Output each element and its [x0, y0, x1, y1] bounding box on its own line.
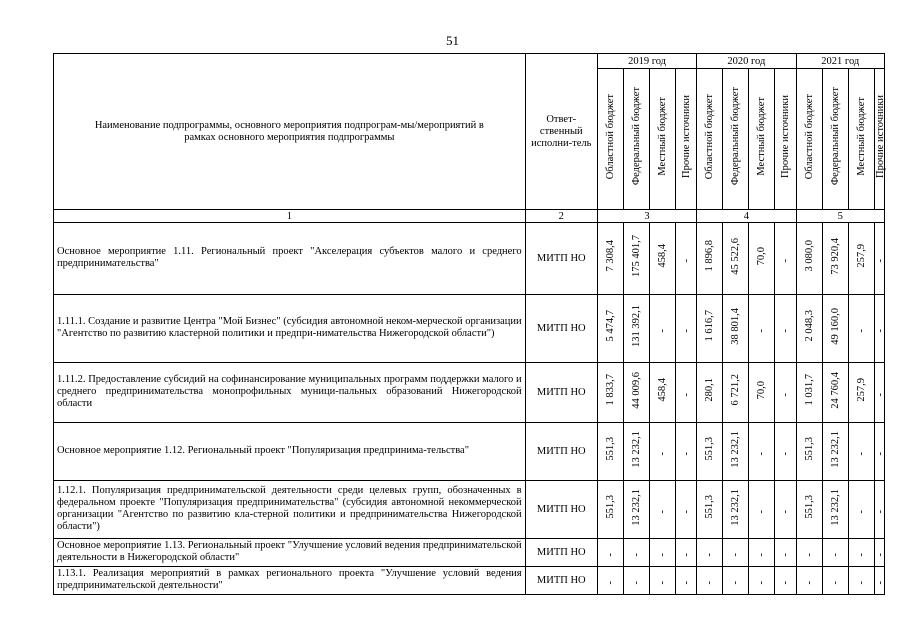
value-cell	[749, 295, 775, 363]
value-cell	[697, 295, 723, 363]
value-cell	[697, 423, 723, 481]
value-text: 1 616,7	[704, 310, 716, 342]
value-text: 49 160,0	[829, 307, 841, 345]
col-number-3: 3	[597, 210, 696, 223]
row-name: Основное мероприятие 1.12. Региональный проект "Популяризация предпринима-тельства"	[54, 423, 526, 481]
budget-header-cell	[848, 69, 874, 210]
value-cell	[676, 481, 697, 539]
row-executor: МИТП НО	[525, 567, 597, 595]
value-cell	[676, 423, 697, 481]
value-cell	[775, 223, 796, 295]
value-cell	[848, 223, 874, 295]
value-cell	[597, 295, 623, 363]
value-text: -	[874, 581, 886, 585]
column-number-row	[54, 210, 885, 223]
value-text: 551,3	[803, 437, 815, 461]
value-cell	[623, 481, 649, 539]
value-text: 131 392,1	[631, 305, 642, 347]
value-text: -	[874, 510, 886, 514]
value-text: -	[704, 553, 716, 557]
budget-header-label: Прочие источники	[874, 95, 886, 178]
value-cell	[623, 295, 649, 363]
value-text: -	[780, 553, 791, 557]
budget-header-cell	[874, 69, 884, 210]
value-cell	[848, 295, 874, 363]
budget-header-label: Областной бюджет	[803, 93, 815, 180]
value-cell	[775, 423, 796, 481]
row-name: 1.13.1. Реализация мероприятий в рамках регионального проекта "Улучшение условий ведения предпринимательской деятельности"	[54, 567, 526, 595]
value-cell	[796, 481, 822, 539]
row-name: 1.11.1. Создание и развитие Центра "Мой Бизнес" (субсидия автономной неком-мерческой организации "Агентство по развитию кластерной политики и предпри-нимательства Нижегородской области")	[54, 295, 526, 363]
header-year-2019: 2019 год	[597, 54, 696, 69]
value-text: -	[657, 510, 669, 514]
budget-header-cell	[796, 69, 822, 210]
row-executor: МИТП НО	[525, 223, 597, 295]
budget-header-label: Местный бюджет	[855, 97, 867, 176]
value-text: -	[657, 553, 669, 557]
value-cell	[676, 567, 697, 595]
table-body	[54, 223, 885, 595]
value-text: -	[829, 553, 841, 557]
col-number-5: 5	[796, 210, 884, 223]
value-cell	[796, 423, 822, 481]
value-text: -	[855, 581, 867, 585]
value-cell	[822, 363, 848, 423]
table-row	[54, 295, 885, 363]
value-text: -	[780, 510, 791, 514]
row-executor: МИТП НО	[525, 423, 597, 481]
budget-header-label: Местный бюджет	[756, 97, 768, 176]
value-text: -	[855, 510, 867, 514]
value-cell	[597, 223, 623, 295]
value-cell	[848, 363, 874, 423]
table-row	[54, 567, 885, 595]
budget-header-label: Прочие источники	[780, 95, 791, 178]
row-name: 1.11.2. Предоставление субсидий на софинансирование муниципальных программ поддержки малого и среднего предпринимательства монопрофильных муници-пальных образований Нижегородской области	[54, 363, 526, 423]
value-cell	[650, 539, 676, 567]
budget-header-label: Прочие источники	[680, 95, 692, 178]
value-cell	[874, 223, 884, 295]
value-text: -	[730, 553, 742, 557]
value-text: 280,1	[704, 378, 716, 402]
value-cell	[676, 223, 697, 295]
row-name: Основное мероприятие 1.11. Региональный проект "Акселерация субъектов малого и среднего предпринимательства"	[54, 223, 526, 295]
value-cell	[749, 567, 775, 595]
value-cell	[623, 423, 649, 481]
value-cell	[650, 295, 676, 363]
value-text: 73 920,4	[829, 237, 841, 275]
value-text: 458,4	[657, 244, 669, 268]
value-cell	[749, 363, 775, 423]
budget-header-label: Федеральный бюджет	[829, 87, 841, 186]
budget-table	[53, 53, 885, 595]
budget-header-cell	[623, 69, 649, 210]
value-text: 5 474,7	[604, 310, 616, 342]
value-cell	[697, 567, 723, 595]
value-text: 175 401,7	[631, 235, 642, 277]
value-cell	[650, 567, 676, 595]
value-cell	[775, 481, 796, 539]
value-text: 3 080,0	[803, 240, 815, 272]
value-text: 1 896,8	[704, 240, 716, 272]
value-text: -	[780, 329, 791, 333]
value-cell	[874, 295, 884, 363]
value-text: -	[756, 452, 768, 456]
value-text: -	[855, 329, 867, 333]
value-text: -	[874, 329, 886, 333]
value-text: -	[756, 581, 768, 585]
value-cell	[749, 223, 775, 295]
value-text: 551,3	[604, 437, 616, 461]
value-cell	[650, 363, 676, 423]
value-cell	[723, 295, 749, 363]
value-cell	[749, 539, 775, 567]
value-text: 1 031,7	[803, 374, 815, 406]
value-text: -	[803, 553, 815, 557]
value-cell	[650, 223, 676, 295]
value-cell	[723, 223, 749, 295]
value-text: -	[780, 259, 791, 263]
table-row	[54, 363, 885, 423]
value-cell	[775, 567, 796, 595]
table-row	[54, 423, 885, 481]
budget-header-cell	[597, 69, 623, 210]
value-cell	[697, 539, 723, 567]
value-cell	[848, 481, 874, 539]
budget-header-label: Федеральный бюджет	[730, 87, 742, 186]
value-text: 70,0	[756, 380, 768, 400]
table-row	[54, 223, 885, 295]
value-cell	[676, 539, 697, 567]
value-text: 44 009,6	[631, 371, 642, 409]
value-cell	[874, 481, 884, 539]
value-text: -	[855, 553, 867, 557]
value-cell	[822, 295, 848, 363]
col-number-1: 1	[54, 210, 526, 223]
value-cell	[597, 423, 623, 481]
value-cell	[749, 423, 775, 481]
value-text: -	[604, 553, 616, 557]
row-executor: МИТП НО	[525, 295, 597, 363]
value-cell	[848, 539, 874, 567]
value-text: 13 232,1	[631, 430, 642, 468]
value-cell	[676, 295, 697, 363]
budget-header-cell	[650, 69, 676, 210]
value-text: -	[604, 581, 616, 585]
row-executor: МИТП НО	[525, 363, 597, 423]
value-text: -	[680, 510, 692, 514]
value-text: -	[874, 452, 886, 456]
value-cell	[775, 295, 796, 363]
value-text: 13 232,1	[730, 488, 742, 526]
row-name: Основное мероприятие 1.13. Региональный проект "Улучшение условий ведения предпринимательской деятельности в Нижегородской области"	[54, 539, 526, 567]
value-text: -	[855, 452, 867, 456]
value-text: 458,4	[657, 378, 669, 402]
budget-header-cell	[723, 69, 749, 210]
value-text: -	[631, 581, 642, 585]
value-text: -	[680, 452, 692, 456]
value-cell	[623, 363, 649, 423]
value-text: 257,9	[855, 378, 867, 402]
value-cell	[874, 567, 884, 595]
value-text: -	[874, 393, 886, 397]
value-text: 13 232,1	[829, 488, 841, 526]
value-text: -	[874, 259, 886, 263]
value-cell	[623, 223, 649, 295]
value-text: 257,9	[855, 244, 867, 268]
row-executor: МИТП НО	[525, 539, 597, 567]
value-text: -	[680, 553, 692, 557]
value-cell	[796, 539, 822, 567]
header-year-2020: 2020 год	[697, 54, 796, 69]
budget-header-cell	[822, 69, 848, 210]
value-cell	[723, 423, 749, 481]
value-text: 6 721,2	[730, 374, 742, 406]
value-cell	[874, 363, 884, 423]
value-cell	[623, 539, 649, 567]
value-text: 7 308,4	[604, 240, 616, 272]
value-cell	[723, 539, 749, 567]
value-cell	[597, 567, 623, 595]
value-text: -	[756, 329, 768, 333]
value-text: 551,3	[704, 437, 716, 461]
value-cell	[874, 423, 884, 481]
value-text: -	[680, 581, 692, 585]
budget-header-label: Федеральный бюджет	[631, 87, 642, 186]
value-cell	[723, 481, 749, 539]
value-text: -	[657, 452, 669, 456]
value-cell	[697, 481, 723, 539]
value-cell	[676, 363, 697, 423]
value-text: 551,3	[704, 495, 716, 519]
value-text: -	[680, 259, 692, 263]
value-cell	[723, 567, 749, 595]
value-text: -	[829, 581, 841, 585]
value-text: 1 833,7	[604, 374, 616, 406]
value-cell	[822, 223, 848, 295]
col-number-2: 2	[525, 210, 597, 223]
value-cell	[723, 363, 749, 423]
value-cell	[597, 481, 623, 539]
value-cell	[775, 539, 796, 567]
row-executor: МИТП НО	[525, 481, 597, 539]
row-name: 1.12.1. Популяризация предпринимательской деятельности среди целевых групп, обозначенных в федеральном проекте "Популяризация предпринимательства" (субсидия автономной некоммерческой организации "Агентство по развитию кла-стерной политики и предпринимательства Нижегородской области")	[54, 481, 526, 539]
value-text: -	[680, 329, 692, 333]
value-cell	[749, 481, 775, 539]
budget-header-label: Областной бюджет	[704, 93, 716, 180]
value-cell	[822, 539, 848, 567]
budget-header-cell	[676, 69, 697, 210]
value-text: 551,3	[803, 495, 815, 519]
header-executor: Ответ-ственный исполни-тель	[525, 54, 597, 210]
budget-header-cell	[775, 69, 796, 210]
value-text: 13 232,1	[631, 488, 642, 526]
budget-header-cell	[697, 69, 723, 210]
value-text: 45 522,6	[730, 237, 742, 275]
value-cell	[796, 363, 822, 423]
value-cell	[796, 223, 822, 295]
value-text: -	[756, 553, 768, 557]
value-text: -	[657, 329, 669, 333]
value-text: 38 801,4	[730, 307, 742, 345]
value-text: -	[756, 510, 768, 514]
value-cell	[650, 423, 676, 481]
value-text: -	[680, 393, 692, 397]
value-cell	[848, 567, 874, 595]
value-cell	[822, 567, 848, 595]
value-cell	[650, 481, 676, 539]
page-number: 51	[446, 33, 459, 48]
value-cell	[796, 295, 822, 363]
value-cell	[822, 481, 848, 539]
value-text: 551,3	[604, 495, 616, 519]
value-text: -	[780, 581, 791, 585]
value-cell	[848, 423, 874, 481]
value-cell	[697, 223, 723, 295]
value-cell	[775, 363, 796, 423]
value-cell	[597, 539, 623, 567]
value-text: 24 760,4	[829, 371, 841, 409]
header-name: Наименование подпрограммы, основного мероприятия подпрограм-мы/мероприятий в рамках основного мероприятия подпрограммы	[54, 54, 526, 210]
col-number-4: 4	[697, 210, 796, 223]
value-cell	[822, 423, 848, 481]
value-text: 70,0	[756, 246, 768, 266]
budget-header-label: Местный бюджет	[657, 97, 669, 176]
budget-header-cell	[749, 69, 775, 210]
value-cell	[796, 567, 822, 595]
value-text: -	[780, 393, 791, 397]
budget-header-label: Областной бюджет	[604, 93, 616, 180]
value-text: -	[730, 581, 742, 585]
value-cell	[697, 363, 723, 423]
value-cell	[874, 539, 884, 567]
value-cell	[623, 567, 649, 595]
value-text: 13 232,1	[730, 430, 742, 468]
value-text: -	[631, 553, 642, 557]
value-text: -	[704, 581, 716, 585]
value-cell	[597, 363, 623, 423]
header-year-2021: 2021 год	[796, 54, 884, 69]
value-text: -	[657, 581, 669, 585]
table-row	[54, 539, 885, 567]
value-text: -	[780, 452, 791, 456]
value-text: -	[803, 581, 815, 585]
value-text: -	[874, 553, 886, 557]
value-text: 2 048,3	[803, 310, 815, 342]
table-row	[54, 481, 885, 539]
value-text: 13 232,1	[829, 430, 841, 468]
